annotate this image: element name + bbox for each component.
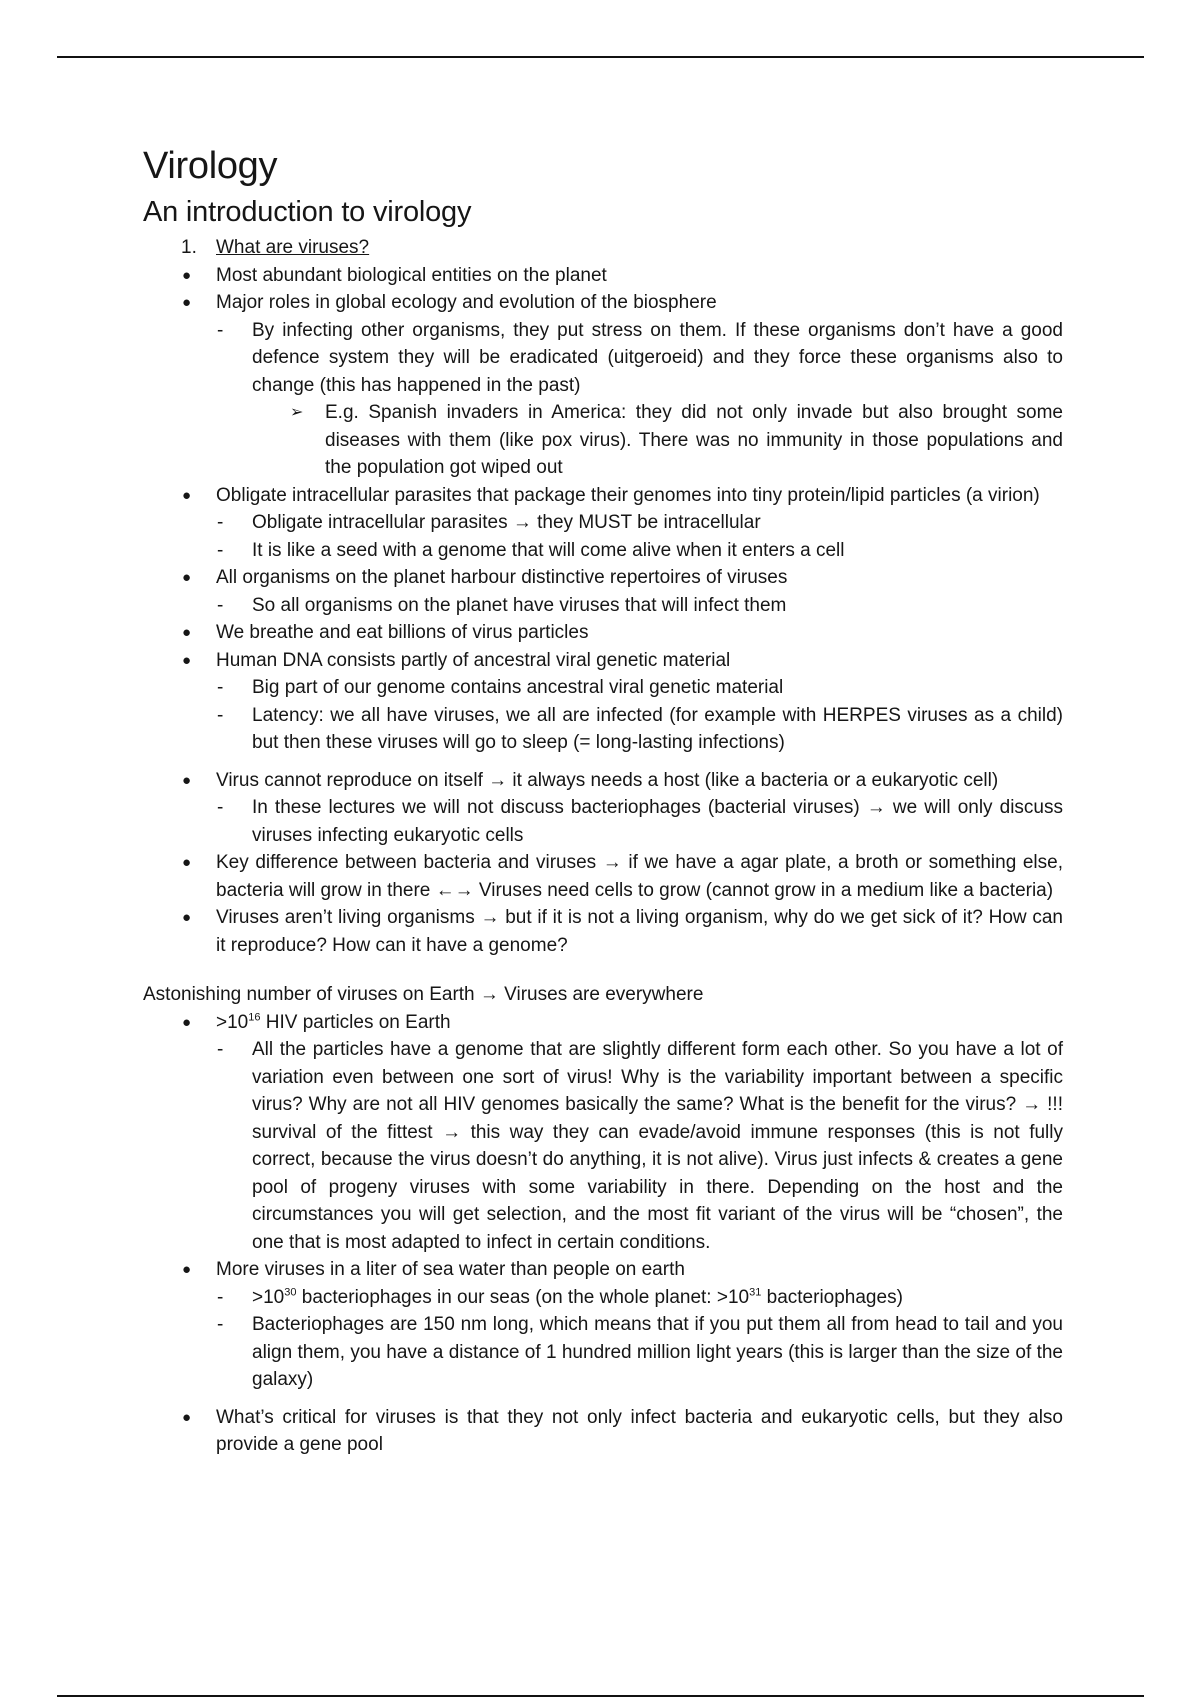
bullet-text: Most abundant biological entities on the planet [216, 264, 607, 286]
bullet-item [143, 289, 1063, 317]
dash-item [143, 1311, 1063, 1394]
bullet-item [143, 619, 1063, 647]
arrow-bullet-icon: ➢ [290, 404, 304, 421]
bullet-icon: ● [182, 266, 192, 284]
bullet-icon: ● [182, 909, 192, 926]
dash-text: All the particles have a genome that are slightly different form each other. So you have a lot of variation even between one sort of virus! Why is the variability important between a specific virus? Why are not all HIV genomes basically the same? What is the benefit for the virus? → !!! survival of the fittest → this way they can evade/avoid immune responses (this is not fully correct, because the virus doesn’t do anything, it is not alive). Virus just infects & creates a gene pool of progeny viruses with some variability in there. Depending on the host and the circumstances you will get selection, and the most fit variant of the virus will be “chosen”, the one that is most adapted to infect in certain conditions. [252, 1039, 1063, 1253]
dash-icon: - [217, 319, 224, 341]
bullet-item [143, 564, 1063, 592]
bullet-text-part: >10 [216, 1011, 249, 1033]
dash-icon: - [217, 677, 224, 698]
dash-item [143, 1284, 1063, 1312]
superscript: 16 [248, 1011, 261, 1024]
bullet-text [216, 1012, 451, 1033]
bullet-icon: ● [182, 1261, 192, 1278]
dash-text [252, 1287, 903, 1308]
dash-icon: - [217, 1039, 224, 1060]
bullet-icon: ● [182, 486, 192, 504]
bullet-icon: ● [182, 854, 192, 871]
bullet-text-part: HIV particles on Earth [260, 1011, 451, 1033]
bullet-icon: ● [182, 569, 192, 586]
arrow-text: E.g. Spanish invaders in America: they did not only invade but also brought some diseases with them (like pox virus). There was no immunity in those populations and the population got wiped out [325, 402, 1063, 478]
bullet-icon: ● [182, 624, 192, 641]
dash-icon: - [217, 704, 224, 726]
bullet-item [143, 904, 1063, 959]
dash-text: Obligate intracellular parasites → they MUST be intracellular [252, 512, 761, 533]
spacer [143, 959, 1063, 981]
section-intro-text: Astonishing number of viruses on Earth → Viruses are everywhere [143, 984, 704, 1005]
dash-icon: - [217, 594, 224, 616]
bullet-item [143, 262, 1063, 290]
dash-text-part: bacteriophages) [761, 1286, 903, 1308]
dash-item [143, 674, 1063, 702]
dash-text: By infecting other organisms, they put stress on them. If these organisms don’t have a good defence system they will be eradicated (uitgeroeid) and they force these organisms also to change (this has happened in the past) [252, 319, 1063, 396]
bullet-text: Virus cannot reproduce on itself → it always needs a host (like a bacteria or a eukaryotic cell) [216, 769, 999, 791]
bullet-text: Obligate intracellular parasites that package their genomes into tiny protein/lipid particles (a virion) [216, 484, 1040, 506]
bullet-text: Human DNA consists partly of ancestral viral genetic material [216, 649, 731, 671]
bullet-item [143, 1404, 1063, 1459]
document-body [143, 140, 1063, 1459]
spacer [143, 1394, 1063, 1404]
dash-text: Latency: we all have viruses, we all are infected (for example with HERPES viruses as a child) but then these viruses will go to sleep (= long-lasting infections) [252, 704, 1063, 753]
bullet-icon: ● [182, 771, 192, 789]
dash-item [143, 509, 1063, 537]
bullet-item [143, 647, 1063, 675]
bullet-icon: ● [182, 651, 192, 669]
bullet-item [143, 849, 1063, 904]
bullet-icon: ● [182, 294, 192, 311]
dash-item [143, 592, 1063, 620]
bullet-item [143, 1256, 1063, 1284]
section-intro [143, 981, 1063, 1009]
numbered-heading [143, 234, 1063, 262]
superscript: 31 [749, 1286, 762, 1299]
dash-icon: - [217, 1286, 224, 1308]
header-rule [57, 56, 1144, 58]
bullet-text: Major roles in global ecology and evolution of the biosphere [216, 292, 717, 313]
bullet-item [143, 767, 1063, 795]
dash-text: In these lectures we will not discuss bacteriophages (bacterial viruses) → we will only discuss viruses infecting eukaryotic cells [252, 797, 1063, 846]
dash-text: It is like a seed with a genome that will come alive when it enters a cell [252, 539, 845, 561]
dash-text: So all organisms on the planet have viruses that will infect them [252, 594, 787, 616]
arrow-item [143, 399, 1063, 482]
section-heading: What are viruses? [216, 237, 370, 258]
superscript: 30 [284, 1286, 297, 1299]
bullet-item [143, 1009, 1063, 1037]
dash-item [143, 1036, 1063, 1256]
bullet-text: All organisms on the planet harbour distinctive repertoires of viruses [216, 567, 788, 588]
bullet-text: We breathe and eat billions of virus particles [216, 622, 589, 643]
bullet-text: More viruses in a liter of sea water than people on earth [216, 1259, 685, 1280]
dash-item [143, 317, 1063, 400]
bullet-icon: ● [182, 1013, 192, 1031]
bullet-text: Key difference between bacteria and viruses → if we have a agar plate, a broth or something else, bacteria will grow in there ←→ Viruses need cells to grow (cannot grow in a medium like a bacteria) [216, 852, 1063, 901]
bullet-item [143, 482, 1063, 510]
dash-item [143, 537, 1063, 565]
dash-icon: - [217, 797, 224, 818]
dash-text: Bacteriophages are 150 nm long, which means that if you put them all from head to tail and you align them, you have a distance of 1 hundred million light years (this is larger than the size of the galaxy) [252, 1314, 1063, 1390]
footer-rule [57, 1695, 1144, 1697]
spacer [143, 757, 1063, 767]
dash-icon: - [217, 539, 224, 561]
document-title: Virology [143, 145, 278, 187]
list-number: 1. [181, 237, 197, 258]
bullet-icon: ● [182, 1408, 192, 1426]
dash-icon: - [217, 512, 224, 533]
dash-item [143, 794, 1063, 849]
dash-text: Big part of our genome contains ancestral viral genetic material [252, 677, 784, 698]
dash-item [143, 702, 1063, 757]
dash-icon: - [217, 1314, 224, 1335]
bullet-text: Viruses aren’t living organisms → but if it is not a living organism, why do we get sick of it? How can it reproduce? How can it have a genome? [216, 907, 1063, 956]
document-subtitle: An introduction to virology [143, 196, 472, 228]
bullet-text: What’s critical for viruses is that they not only infect bacteria and eukaryotic cells, but they also provide a gene pool [216, 1406, 1063, 1455]
dash-text-part: bacteriophages in our seas (on the whole planet: >10 [296, 1286, 750, 1308]
dash-text-part: >10 [252, 1286, 285, 1308]
